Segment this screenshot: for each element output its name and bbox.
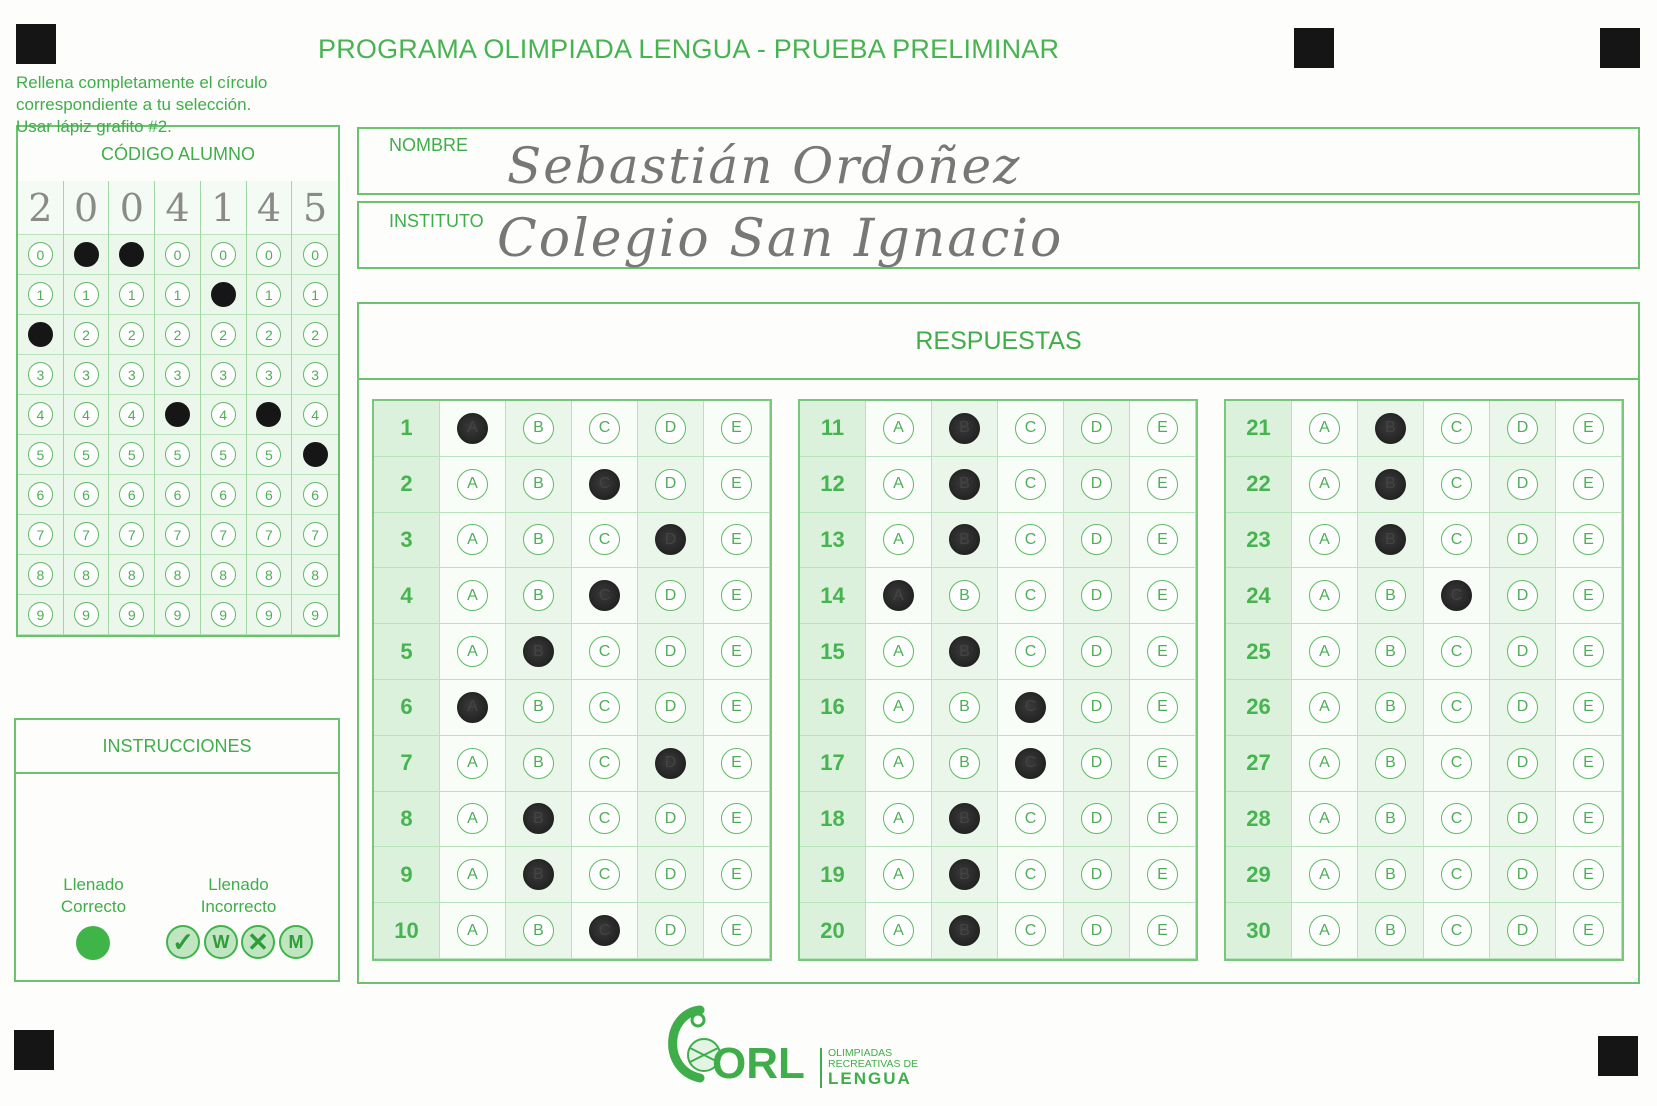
answer-bubble[interactable]: D <box>1507 580 1538 611</box>
code-digit-bubble[interactable]: 8 <box>165 562 190 587</box>
answer-bubble[interactable]: B <box>949 469 980 500</box>
answer-bubble[interactable]: D <box>655 636 686 667</box>
question-number: 19 <box>800 847 866 903</box>
answer-bubble[interactable]: A <box>883 524 914 555</box>
question-number: 3 <box>374 513 440 569</box>
answer-bubble[interactable]: B <box>949 413 980 444</box>
answer-block-1-10 <box>372 399 772 961</box>
answer-block-11-20 <box>798 399 1198 961</box>
student-code-panel <box>16 125 340 637</box>
answer-bubble[interactable]: C <box>1015 915 1046 946</box>
code-written-digit[interactable]: 2 <box>18 181 64 235</box>
incorrect-fill-label: Llenado Incorrecto <box>200 875 277 916</box>
answer-bubble[interactable]: C <box>1015 580 1046 611</box>
answer-bubble[interactable]: C <box>1015 692 1046 723</box>
answer-bubble[interactable]: D <box>1081 580 1112 611</box>
code-digit-bubble[interactable]: 7 <box>303 522 328 547</box>
instructions-header: INSTRUCCIONES <box>16 720 338 774</box>
answer-bubble[interactable]: C <box>1441 803 1472 834</box>
answer-bubble[interactable]: D <box>1081 748 1112 779</box>
code-digit-bubble[interactable]: 5 <box>119 442 144 467</box>
question-number: 29 <box>1226 847 1292 903</box>
answer-bubble[interactable]: D <box>1507 636 1538 667</box>
code-digit-bubble[interactable]: 2 <box>165 322 190 347</box>
code-digit-bubble[interactable]: 8 <box>256 562 281 587</box>
code-digit-bubble[interactable]: 1 <box>119 282 144 307</box>
answer-bubble[interactable]: A <box>883 469 914 500</box>
answer-bubble[interactable]: D <box>1081 803 1112 834</box>
code-digit-bubble[interactable]: 6 <box>303 482 328 507</box>
code-digit-bubble[interactable]: 0 <box>74 242 99 267</box>
question-number: 18 <box>800 792 866 848</box>
question-number: 7 <box>374 736 440 792</box>
student-code-grid <box>18 181 338 635</box>
answer-bubble[interactable]: B <box>1375 413 1406 444</box>
answer-bubble[interactable]: A <box>1309 915 1340 946</box>
answer-bubble[interactable]: D <box>1507 748 1538 779</box>
question-number: 13 <box>800 513 866 569</box>
answer-bubble[interactable]: C <box>589 915 620 946</box>
answer-bubble[interactable]: B <box>523 803 554 834</box>
cross-mark-example-icon: ✕ <box>241 925 275 959</box>
code-digit-bubble[interactable]: 2 <box>28 322 53 347</box>
answer-bubble[interactable]: E <box>1573 692 1604 723</box>
answer-bubble[interactable]: D <box>1507 859 1538 890</box>
code-digit-bubble[interactable]: 6 <box>28 482 53 507</box>
scribble-example-icon: W <box>204 925 238 959</box>
answer-bubble[interactable]: A <box>457 580 488 611</box>
answer-bubble[interactable]: D <box>1081 524 1112 555</box>
answer-bubble[interactable]: D <box>655 469 686 500</box>
answer-bubble[interactable]: E <box>1573 859 1604 890</box>
code-digit-bubble[interactable]: 6 <box>74 482 99 507</box>
code-digit-bubble[interactable]: 6 <box>211 482 236 507</box>
question-number: 12 <box>800 457 866 513</box>
code-digit-bubble[interactable]: 5 <box>165 442 190 467</box>
answer-bubble[interactable]: A <box>883 915 914 946</box>
answer-bubble[interactable]: A <box>457 859 488 890</box>
answer-bubble[interactable]: C <box>589 692 620 723</box>
code-written-digit[interactable]: 1 <box>201 181 247 235</box>
answer-bubble[interactable]: B <box>949 915 980 946</box>
answer-bubble[interactable]: C <box>1441 413 1472 444</box>
code-digit-bubble[interactable]: 3 <box>165 362 190 387</box>
answer-bubble[interactable]: A <box>457 692 488 723</box>
answer-bubble[interactable]: C <box>589 413 620 444</box>
code-digit-bubble[interactable]: 5 <box>256 442 281 467</box>
answer-bubble[interactable]: B <box>1375 469 1406 500</box>
answer-bubble[interactable]: E <box>1573 469 1604 500</box>
answer-bubble[interactable]: C <box>1441 636 1472 667</box>
instructions-line: correspondiente a tu selección. <box>16 95 252 114</box>
answer-bubble[interactable]: A <box>1309 413 1340 444</box>
answer-bubble[interactable]: B <box>523 748 554 779</box>
code-digit-bubble[interactable]: 9 <box>256 602 281 627</box>
answer-bubble[interactable]: B <box>949 859 980 890</box>
registration-mark-top-left <box>16 24 56 64</box>
code-digit-bubble[interactable]: 7 <box>165 522 190 547</box>
answer-bubble[interactable]: C <box>589 748 620 779</box>
code-digit-bubble[interactable]: 2 <box>256 322 281 347</box>
code-digit-bubble[interactable]: 1 <box>303 282 328 307</box>
answer-bubble[interactable]: D <box>655 859 686 890</box>
code-digit-bubble[interactable]: 4 <box>28 402 53 427</box>
answer-bubble[interactable]: E <box>721 469 752 500</box>
answer-bubble[interactable]: A <box>1309 524 1340 555</box>
code-digit-bubble[interactable]: 0 <box>165 242 190 267</box>
code-digit-bubble[interactable]: 7 <box>74 522 99 547</box>
instructions-line: Rellena completamente el círculo <box>16 73 268 92</box>
answer-bubble[interactable]: C <box>1015 524 1046 555</box>
code-digit-bubble[interactable]: 9 <box>165 602 190 627</box>
code-digit-bubble[interactable]: 7 <box>28 522 53 547</box>
question-number: 16 <box>800 680 866 736</box>
registration-mark-bottom-left <box>14 1030 54 1070</box>
answer-bubble[interactable]: B <box>523 859 554 890</box>
answer-bubble[interactable]: C <box>1015 636 1046 667</box>
question-number: 6 <box>374 680 440 736</box>
answer-bubble[interactable]: E <box>1573 413 1604 444</box>
answers-header: RESPUESTAS <box>359 304 1638 380</box>
code-digit-bubble[interactable]: 1 <box>256 282 281 307</box>
code-digit-bubble[interactable]: 9 <box>303 602 328 627</box>
answer-bubble[interactable]: A <box>883 748 914 779</box>
name-label: NOMBRE <box>389 135 469 155</box>
question-number: 10 <box>374 903 440 959</box>
code-digit-bubble[interactable]: 0 <box>303 242 328 267</box>
answer-bubble[interactable]: D <box>655 915 686 946</box>
answer-bubble[interactable]: E <box>1147 859 1178 890</box>
answer-bubble[interactable]: E <box>1147 524 1178 555</box>
answer-bubble[interactable]: E <box>1573 580 1604 611</box>
question-number: 21 <box>1226 401 1292 457</box>
code-digit-bubble[interactable]: 8 <box>119 562 144 587</box>
answer-bubble[interactable]: C <box>1441 692 1472 723</box>
logo-mark-text: ORL <box>712 1039 805 1088</box>
code-digit-bubble[interactable]: 8 <box>211 562 236 587</box>
answer-bubble[interactable]: E <box>1573 803 1604 834</box>
answer-bubble[interactable]: A <box>1309 692 1340 723</box>
code-digit-bubble[interactable]: 9 <box>119 602 144 627</box>
code-digit-bubble[interactable]: 2 <box>211 322 236 347</box>
answer-bubble[interactable]: A <box>1309 748 1340 779</box>
code-digit-bubble[interactable]: 4 <box>256 402 281 427</box>
answer-block-21-30 <box>1224 399 1624 961</box>
answer-bubble[interactable]: B <box>949 748 980 779</box>
answer-bubble[interactable]: E <box>721 859 752 890</box>
answer-bubble[interactable]: B <box>949 692 980 723</box>
answer-bubble[interactable]: C <box>1015 859 1046 890</box>
question-number: 14 <box>800 568 866 624</box>
answer-bubble[interactable]: A <box>457 524 488 555</box>
code-digit-bubble[interactable]: 0 <box>211 242 236 267</box>
answer-bubble[interactable]: E <box>1147 636 1178 667</box>
answer-bubble[interactable]: E <box>721 413 752 444</box>
student-code-header: CÓDIGO ALUMNO <box>18 127 338 183</box>
code-digit-bubble[interactable]: 9 <box>74 602 99 627</box>
question-number: 2 <box>374 457 440 513</box>
answer-bubble[interactable]: B <box>523 636 554 667</box>
answer-bubble[interactable]: B <box>523 915 554 946</box>
code-digit-bubble[interactable]: 2 <box>303 322 328 347</box>
answer-bubble[interactable]: A <box>883 636 914 667</box>
code-digit-bubble[interactable]: 3 <box>256 362 281 387</box>
answer-bubble[interactable]: D <box>1507 803 1538 834</box>
answer-bubble[interactable]: D <box>1507 469 1538 500</box>
answer-bubble[interactable]: E <box>721 915 752 946</box>
answer-bubble[interactable]: E <box>721 636 752 667</box>
name-handwritten-value: Sebastián Ordoñez <box>507 137 1022 195</box>
answer-bubble[interactable]: C <box>1441 859 1472 890</box>
answer-bubble[interactable]: D <box>1507 413 1538 444</box>
question-number: 28 <box>1226 792 1292 848</box>
answer-bubble[interactable]: E <box>1147 469 1178 500</box>
question-number: 26 <box>1226 680 1292 736</box>
answer-bubble[interactable]: D <box>655 413 686 444</box>
answer-bubble[interactable]: D <box>655 580 686 611</box>
question-number: 1 <box>374 401 440 457</box>
answer-bubble[interactable]: B <box>523 692 554 723</box>
answer-bubble[interactable]: D <box>655 524 686 555</box>
code-written-digit[interactable]: 5 <box>292 181 338 235</box>
code-digit-bubble[interactable]: 1 <box>74 282 99 307</box>
answer-bubble[interactable]: B <box>1375 915 1406 946</box>
institute-handwritten-value: Colegio San Ignacio <box>497 209 1064 269</box>
correct-fill-label: Llenado Correcto <box>60 875 127 916</box>
logo-wordmark: OLIMPIADAS RECREATIVAS DE LENGUA <box>820 1048 918 1088</box>
code-digit-bubble[interactable]: 1 <box>28 282 53 307</box>
question-number: 5 <box>374 624 440 680</box>
answer-bubble[interactable]: E <box>721 748 752 779</box>
question-number: 17 <box>800 736 866 792</box>
sheet-title: PROGRAMA OLIMPIADA LENGUA - PRUEBA PRELIMINAR <box>318 34 1060 64</box>
code-digit-bubble[interactable]: 0 <box>119 242 144 267</box>
answer-bubble[interactable]: C <box>589 524 620 555</box>
answer-bubble[interactable]: E <box>721 803 752 834</box>
answer-bubble[interactable]: E <box>1147 580 1178 611</box>
code-digit-bubble[interactable]: 7 <box>256 522 281 547</box>
code-digit-bubble[interactable]: 5 <box>303 442 328 467</box>
answer-bubble[interactable]: E <box>721 580 752 611</box>
answer-bubble[interactable]: C <box>589 580 620 611</box>
code-digit-bubble[interactable]: 4 <box>211 402 236 427</box>
question-number: 27 <box>1226 736 1292 792</box>
answer-bubble[interactable]: B <box>523 469 554 500</box>
answer-bubble[interactable]: A <box>457 636 488 667</box>
answer-bubble[interactable]: C <box>1441 469 1472 500</box>
answer-bubble[interactable]: B <box>523 580 554 611</box>
question-number: 4 <box>374 568 440 624</box>
answer-bubble[interactable]: E <box>1573 748 1604 779</box>
answer-bubble[interactable]: B <box>949 580 980 611</box>
code-written-digit[interactable]: 4 <box>247 181 293 235</box>
answer-bubble[interactable]: C <box>1441 580 1472 611</box>
question-number: 8 <box>374 792 440 848</box>
code-digit-bubble[interactable]: 3 <box>28 362 53 387</box>
answer-bubble[interactable]: E <box>1573 636 1604 667</box>
answer-bubble[interactable]: E <box>721 692 752 723</box>
answer-bubble[interactable]: C <box>1015 803 1046 834</box>
answer-bubble[interactable]: D <box>1081 915 1112 946</box>
code-digit-bubble[interactable]: 1 <box>165 282 190 307</box>
answer-bubble[interactable]: C <box>589 859 620 890</box>
code-digit-bubble[interactable]: 6 <box>256 482 281 507</box>
code-digit-bubble[interactable]: 5 <box>211 442 236 467</box>
answer-bubble[interactable]: D <box>1081 859 1112 890</box>
answer-bubble[interactable]: B <box>949 803 980 834</box>
code-digit-bubble[interactable]: 3 <box>303 362 328 387</box>
answer-bubble[interactable]: A <box>457 469 488 500</box>
zigzag-example-icon: M <box>279 925 313 959</box>
answer-bubble[interactable]: C <box>1015 748 1046 779</box>
answer-bubble[interactable]: B <box>1375 803 1406 834</box>
code-written-digit[interactable]: 0 <box>64 181 110 235</box>
answer-bubble[interactable]: D <box>1081 413 1112 444</box>
answer-bubble[interactable]: C <box>589 636 620 667</box>
code-digit-bubble[interactable]: 6 <box>165 482 190 507</box>
answer-bubble[interactable]: E <box>721 524 752 555</box>
answer-bubble[interactable]: D <box>1081 692 1112 723</box>
answer-bubble[interactable]: D <box>1081 469 1112 500</box>
question-number: 22 <box>1226 457 1292 513</box>
correct-fill-example <box>76 926 110 960</box>
answer-bubble[interactable]: A <box>883 859 914 890</box>
answer-bubble[interactable]: B <box>1375 636 1406 667</box>
answer-bubble[interactable]: C <box>589 469 620 500</box>
answer-bubble[interactable]: A <box>883 580 914 611</box>
code-digit-bubble[interactable]: 3 <box>74 362 99 387</box>
code-digit-bubble[interactable]: 6 <box>119 482 144 507</box>
answer-bubble[interactable]: E <box>1147 692 1178 723</box>
answer-bubble[interactable]: A <box>1309 636 1340 667</box>
answer-bubble[interactable]: E <box>1147 915 1178 946</box>
answer-bubble[interactable]: B <box>523 413 554 444</box>
code-digit-bubble[interactable]: 3 <box>211 362 236 387</box>
code-digit-bubble[interactable]: 4 <box>74 402 99 427</box>
answer-bubble[interactable]: D <box>655 692 686 723</box>
answer-bubble[interactable]: A <box>1309 469 1340 500</box>
code-written-digit[interactable]: 4 <box>155 181 201 235</box>
code-digit-bubble[interactable]: 2 <box>119 322 144 347</box>
answer-bubble[interactable]: D <box>1507 915 1538 946</box>
question-number: 9 <box>374 847 440 903</box>
question-number: 23 <box>1226 513 1292 569</box>
instructions-line: Usar lápiz grafito #2. <box>16 117 172 136</box>
answer-bubble[interactable]: A <box>457 915 488 946</box>
code-digit-bubble[interactable]: 0 <box>28 242 53 267</box>
institute-label: INSTITUTO <box>389 211 484 231</box>
code-digit-bubble[interactable]: 7 <box>119 522 144 547</box>
answer-bubble[interactable]: E <box>1147 748 1178 779</box>
question-number: 15 <box>800 624 866 680</box>
answer-bubble[interactable]: E <box>1573 524 1604 555</box>
question-number: 24 <box>1226 568 1292 624</box>
code-digit-bubble[interactable]: 1 <box>211 282 236 307</box>
name-field[interactable] <box>357 127 1640 195</box>
answer-bubble[interactable]: B <box>1375 524 1406 555</box>
answer-bubble[interactable]: D <box>1507 524 1538 555</box>
answer-bubble[interactable]: E <box>1147 413 1178 444</box>
institute-field[interactable] <box>357 201 1640 269</box>
answer-bubble[interactable]: C <box>1015 469 1046 500</box>
instructions-text <box>16 72 316 138</box>
answer-bubble[interactable]: E <box>1573 915 1604 946</box>
question-number: 30 <box>1226 903 1292 959</box>
code-digit-bubble[interactable]: 9 <box>28 602 53 627</box>
registration-mark-bottom-right <box>1598 1036 1638 1076</box>
code-digit-bubble[interactable]: 5 <box>28 442 53 467</box>
answer-bubble[interactable]: B <box>1375 692 1406 723</box>
answer-bubble[interactable]: A <box>883 692 914 723</box>
answer-bubble[interactable]: D <box>655 803 686 834</box>
answer-bubble[interactable]: D <box>1507 692 1538 723</box>
answer-bubble[interactable]: B <box>949 636 980 667</box>
code-digit-bubble[interactable]: 8 <box>28 562 53 587</box>
question-number: 20 <box>800 903 866 959</box>
answer-bubble[interactable]: C <box>1441 524 1472 555</box>
answer-bubble[interactable]: E <box>1147 803 1178 834</box>
code-digit-bubble[interactable]: 4 <box>165 402 190 427</box>
answer-bubble[interactable]: D <box>1081 636 1112 667</box>
check-mark-example-icon: ✓ <box>166 925 200 959</box>
answer-bubble[interactable]: B <box>1375 748 1406 779</box>
answer-bubble[interactable]: C <box>1015 413 1046 444</box>
code-digit-bubble[interactable]: 4 <box>119 402 144 427</box>
answer-bubble[interactable]: A <box>1309 580 1340 611</box>
answer-bubble[interactable]: A <box>457 803 488 834</box>
answer-bubble[interactable]: A <box>1309 803 1340 834</box>
answer-bubble[interactable]: B <box>949 524 980 555</box>
code-digit-bubble[interactable]: 8 <box>74 562 99 587</box>
code-written-digit[interactable]: 0 <box>109 181 155 235</box>
registration-mark-top-right <box>1600 28 1640 68</box>
code-digit-bubble[interactable]: 2 <box>74 322 99 347</box>
answer-bubble[interactable]: A <box>883 803 914 834</box>
code-digit-bubble[interactable]: 7 <box>211 522 236 547</box>
code-digit-bubble[interactable]: 8 <box>303 562 328 587</box>
code-digit-bubble[interactable]: 9 <box>211 602 236 627</box>
answer-bubble[interactable]: A <box>1309 859 1340 890</box>
answer-bubble[interactable]: A <box>883 413 914 444</box>
answer-bubble[interactable]: C <box>589 803 620 834</box>
answer-bubble[interactable]: C <box>1441 748 1472 779</box>
code-digit-bubble[interactable]: 4 <box>303 402 328 427</box>
code-digit-bubble[interactable]: 3 <box>119 362 144 387</box>
question-number: 11 <box>800 401 866 457</box>
question-number: 25 <box>1226 624 1292 680</box>
answer-bubble[interactable]: B <box>1375 580 1406 611</box>
code-digit-bubble[interactable]: 5 <box>74 442 99 467</box>
answer-bubble[interactable]: B <box>523 524 554 555</box>
answer-bubble[interactable]: A <box>457 748 488 779</box>
registration-mark-top-center <box>1294 28 1334 68</box>
answer-bubble[interactable]: B <box>1375 859 1406 890</box>
answer-bubble[interactable]: A <box>457 413 488 444</box>
code-digit-bubble[interactable]: 0 <box>256 242 281 267</box>
answer-bubble[interactable]: D <box>655 748 686 779</box>
answer-bubble[interactable]: C <box>1441 915 1472 946</box>
